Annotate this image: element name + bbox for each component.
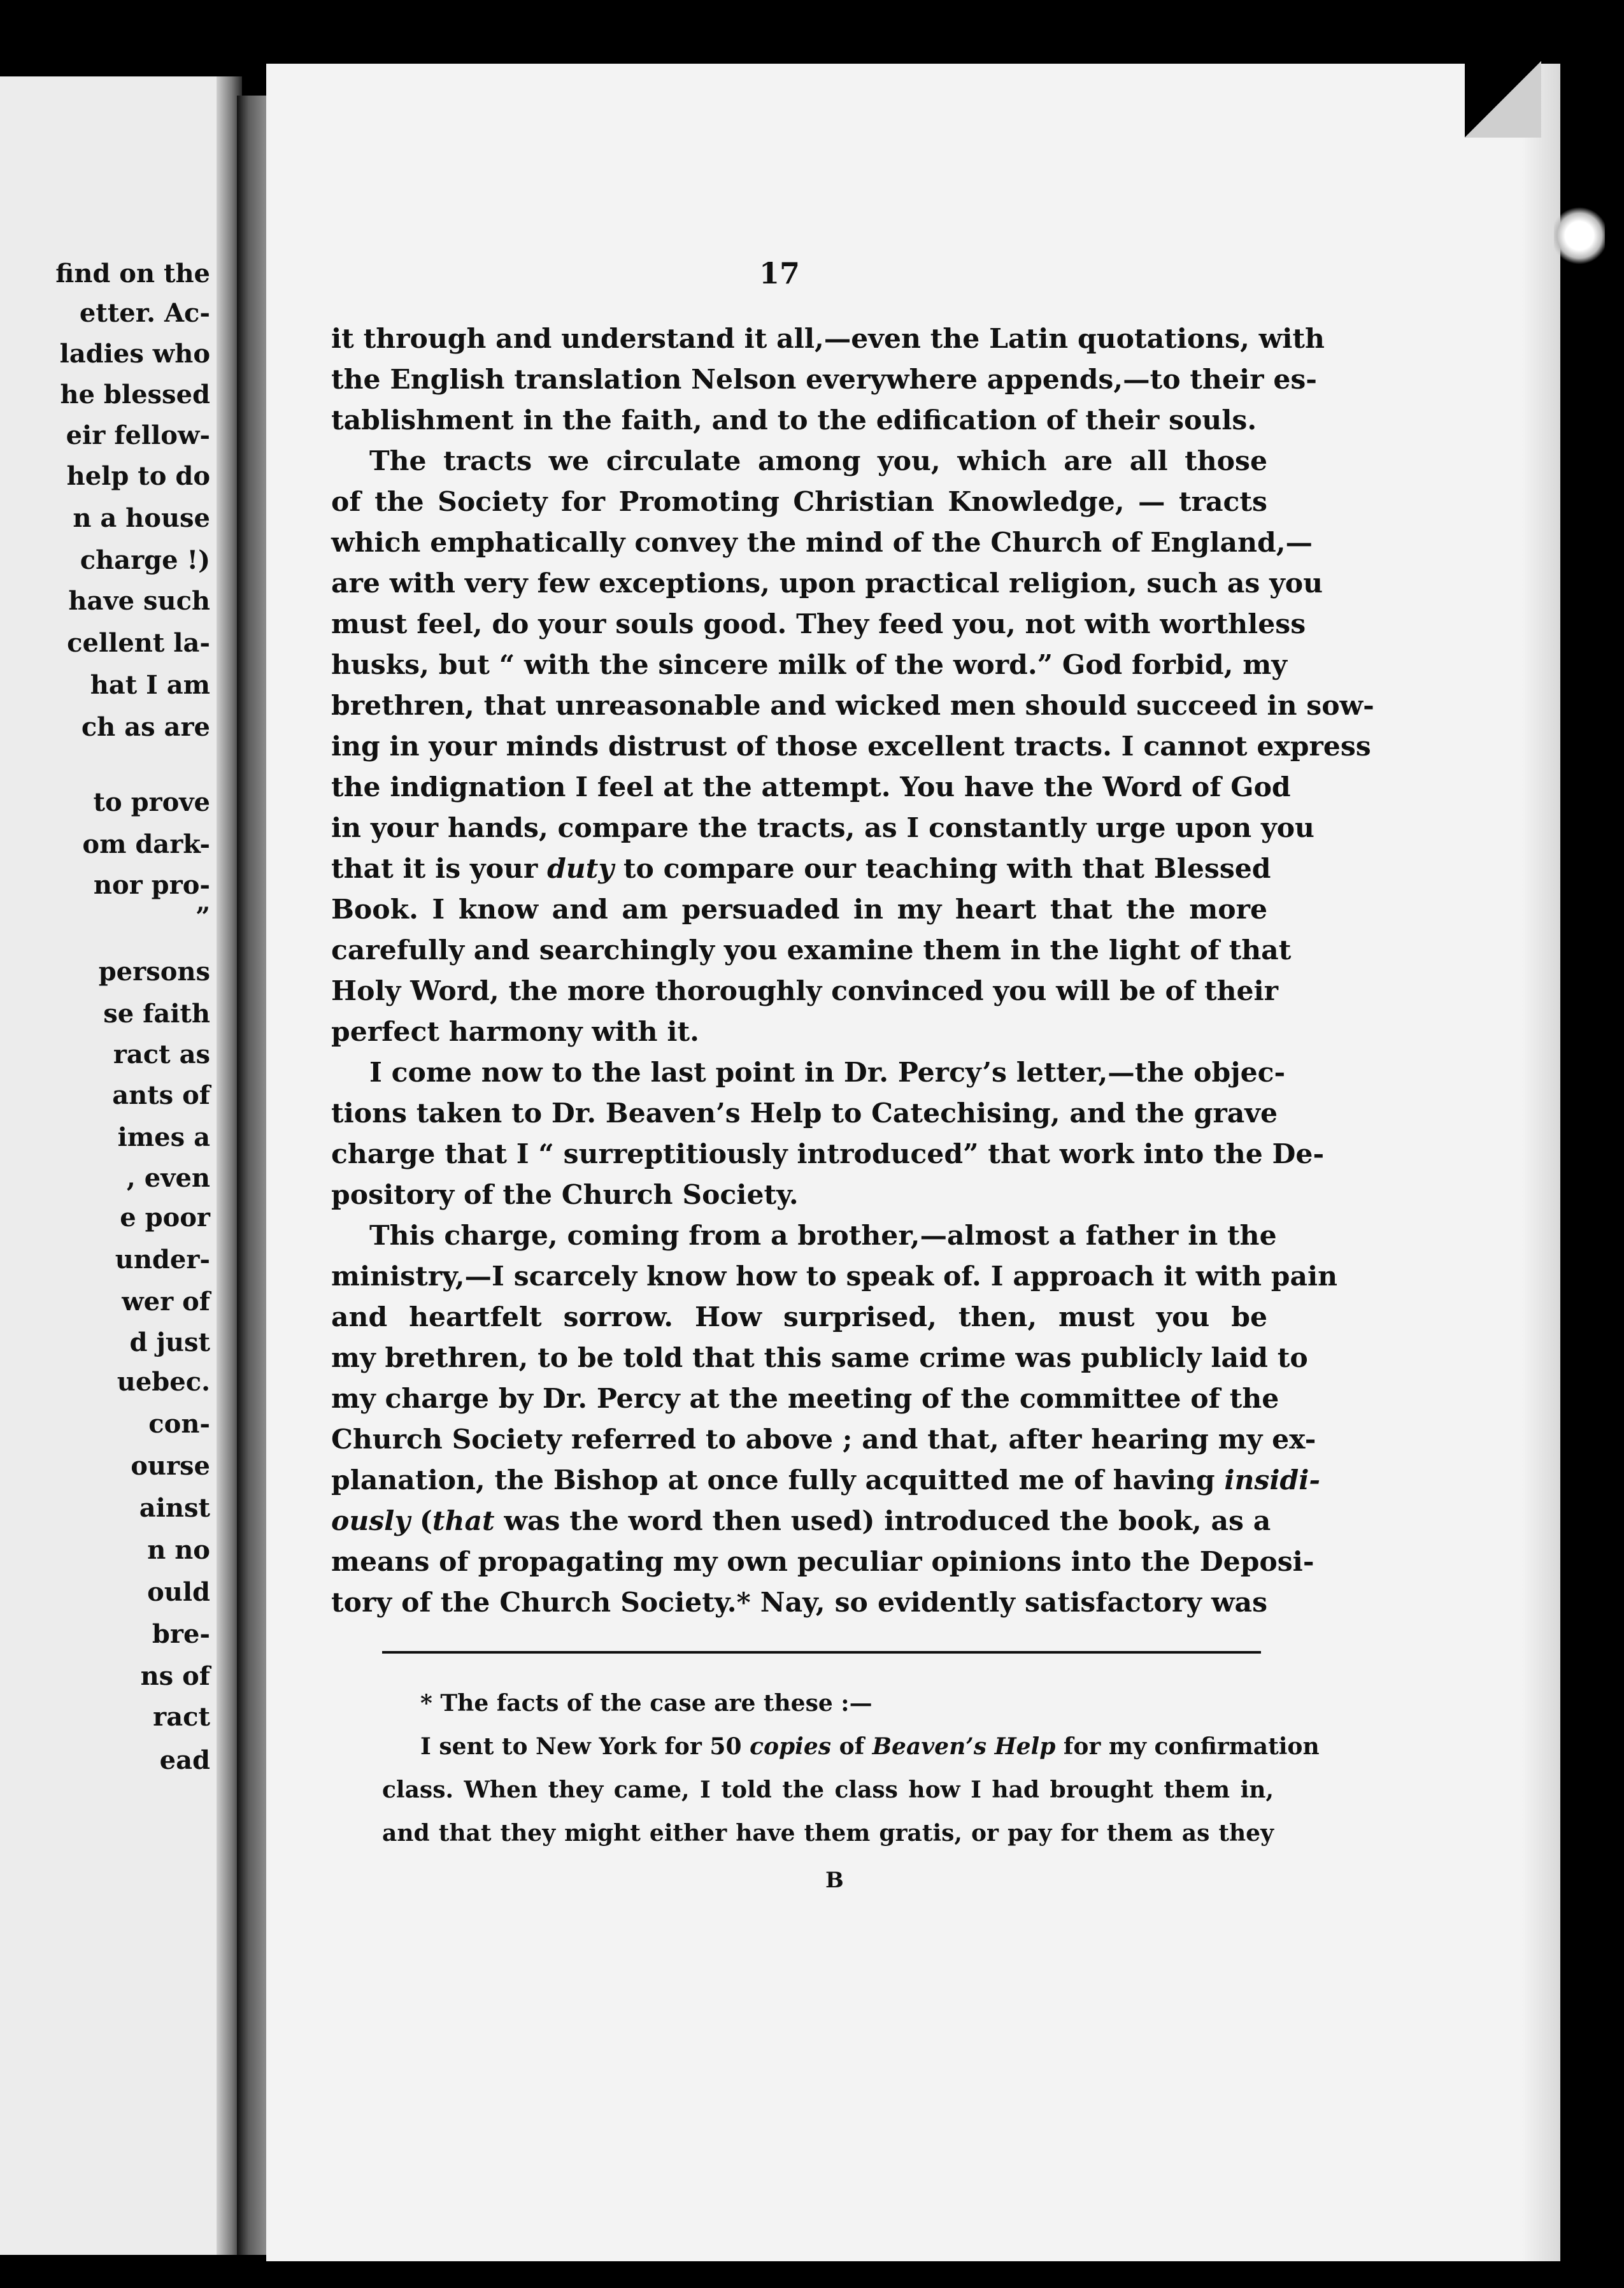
facing-page-line: to prove <box>93 787 210 817</box>
facing-page-line: con- <box>148 1409 210 1439</box>
text-line: means of propagating my own peculiar opinions into the Deposi- <box>331 1546 1314 1578</box>
scan-speck <box>1554 204 1605 268</box>
footnote-line: class. When they came, I told the class how I had brought them in, <box>382 1777 1274 1803</box>
facing-page-line: ead <box>159 1745 210 1775</box>
text-segment: ( <box>419 1505 432 1537</box>
text-line: which emphatically convey the mind of the Church of England,— <box>331 527 1313 559</box>
facing-page-line: nor pro- <box>93 870 210 900</box>
text-segment: that it is your <box>331 853 538 885</box>
footnote <box>382 1682 1320 1855</box>
page-edge-shadow <box>1522 64 1560 2261</box>
italic-text: that <box>432 1505 495 1537</box>
book-spine <box>237 96 266 2255</box>
text-line <box>331 848 1271 889</box>
page-number: 17 <box>759 256 801 290</box>
text-line: husks, but “ with the sincere milk of the word.” God forbid, my <box>331 649 1287 681</box>
paragraph-start-line: The tracts we circulate among you, which are all those <box>369 445 1267 477</box>
facing-page-line: cellent la- <box>67 628 210 658</box>
text-segment: I sent to New York for 50 <box>420 1733 742 1760</box>
facing-page <box>0 76 242 2255</box>
italic-text: Beaven’s Help <box>872 1733 1056 1760</box>
facing-page-line: charge !) <box>80 545 210 575</box>
text-line: tablishment in the faith, and to the edification of their souls. <box>331 404 1257 436</box>
footnote-intro: * The facts of the case are these :— <box>420 1690 873 1717</box>
facing-page-line: se faith <box>103 999 210 1029</box>
facing-page-line: persons <box>98 957 210 987</box>
body-text <box>331 318 1374 1623</box>
footnote-line: and that they might either have them gratis, or pay for them as they <box>382 1820 1274 1847</box>
facing-page-line: have such <box>68 586 210 616</box>
facing-page-line: ainst <box>139 1493 210 1523</box>
facing-page-line: find on the <box>55 259 210 289</box>
italic-text: ously <box>331 1505 411 1537</box>
facing-page-line: hat I am <box>90 670 210 700</box>
paragraph-start-line: This charge, coming from a brother,—almost a father in the <box>369 1220 1277 1252</box>
facing-page-line: , even <box>126 1163 210 1193</box>
facing-page-line: ladies who <box>59 339 210 369</box>
facing-page-line: under- <box>115 1245 210 1275</box>
text-line <box>331 1501 1271 1541</box>
italic-text: duty <box>547 853 615 885</box>
paragraph-start-line: I come now to the last point in Dr. Percy’s letter,—the objec- <box>369 1057 1286 1089</box>
footnote-rule <box>382 1651 1261 1654</box>
facing-page-line: etter. Ac- <box>79 298 210 328</box>
facing-page-line: d just <box>129 1327 210 1357</box>
text-line: tions taken to Dr. Beaven’s Help to Catechising, and the grave <box>331 1098 1278 1129</box>
text-line: Holy Word, the more thoroughly convinced you will be of their <box>331 975 1279 1007</box>
text-line: perfect harmony with it. <box>331 1016 699 1048</box>
text-line: of the Society for Promoting Christian Knowledge, — tracts <box>331 486 1267 518</box>
facing-page-line: he blessed <box>60 380 210 410</box>
text-line: charge that I “ surreptitiously introduced” that work into the De- <box>331 1138 1325 1170</box>
signature-mark: B <box>825 1868 844 1893</box>
text-line: the English translation Nelson everywhere appends,—to their es- <box>331 364 1317 396</box>
text-line: Book. I know and am persuaded in my heart that the more <box>331 894 1267 926</box>
facing-page-line: imes a <box>117 1122 210 1152</box>
italic-text: insidi- <box>1224 1464 1321 1496</box>
facing-page-line: help to do <box>66 461 210 491</box>
text-segment: was the word then used) introduced the book, as a <box>504 1505 1271 1537</box>
facing-page-line: bre- <box>152 1619 210 1649</box>
facing-page-line: eir fellow- <box>66 420 210 450</box>
text-line: in your hands, compare the tracts, as I constantly urge upon you <box>331 812 1314 844</box>
text-line: the indignation I feel at the attempt. You have the Word of God <box>331 771 1291 803</box>
text-line: brethren, that unreasonable and wicked men should succeed in sow- <box>331 690 1374 722</box>
page-corner-fold <box>1465 61 1541 138</box>
facing-page-line: ract <box>153 1702 210 1732</box>
facing-page-line: wer of <box>122 1287 210 1317</box>
italic-text: copies <box>750 1733 832 1760</box>
text-segment: for my confirmation <box>1063 1733 1320 1760</box>
text-line: pository of the Church Society. <box>331 1179 799 1211</box>
text-segment: to compare our teaching with that Blessed <box>623 853 1271 885</box>
text-line <box>331 1460 1321 1501</box>
text-line: carefully and searchingly you examine them in the light of that <box>331 934 1292 966</box>
text-line: and heartfelt sorrow. How surprised, then, must you be <box>331 1301 1267 1333</box>
text-line: tory of the Church Society.* Nay, so evidently satisfactory was <box>331 1587 1267 1619</box>
footnote-line <box>382 1725 1320 1768</box>
text-line: it through and understand it all,—even the Latin quotations, with <box>331 323 1325 355</box>
text-line: are with very few exceptions, upon practical religion, such as you <box>331 568 1323 599</box>
text-segment: planation, the Bishop at once fully acquitted me of having <box>331 1464 1215 1496</box>
facing-page-line: n a house <box>73 503 210 533</box>
text-line: ing in your minds distrust of those excellent tracts. I cannot express <box>331 731 1371 762</box>
text-line: must feel, do your souls good. They feed you, not with worthless <box>331 608 1306 640</box>
facing-page-line: e poor <box>120 1203 210 1233</box>
facing-page-line: ch as are <box>81 712 210 742</box>
facing-page-line: ns of <box>140 1661 210 1691</box>
facing-page-line: ould <box>147 1577 210 1607</box>
facing-page-line: uebec. <box>117 1367 210 1397</box>
facing-page-line: n no <box>147 1535 210 1565</box>
facing-page-line: ants of <box>112 1080 210 1110</box>
facing-page-line: ourse <box>131 1451 210 1481</box>
text-line: ministry,—I scarcely know how to speak of. I approach it with pain <box>331 1261 1338 1292</box>
text-segment: of <box>839 1733 865 1760</box>
text-line: my charge by Dr. Percy at the meeting of the committee of the <box>331 1383 1279 1415</box>
facing-page-line: ” <box>195 902 210 932</box>
text-line: Church Society referred to above ; and that, after hearing my ex- <box>331 1424 1316 1455</box>
facing-page-line: om dark- <box>82 829 210 859</box>
text-line: my brethren, to be told that this same crime was publicly laid to <box>331 1342 1308 1374</box>
facing-page-line: ract as <box>113 1040 210 1069</box>
